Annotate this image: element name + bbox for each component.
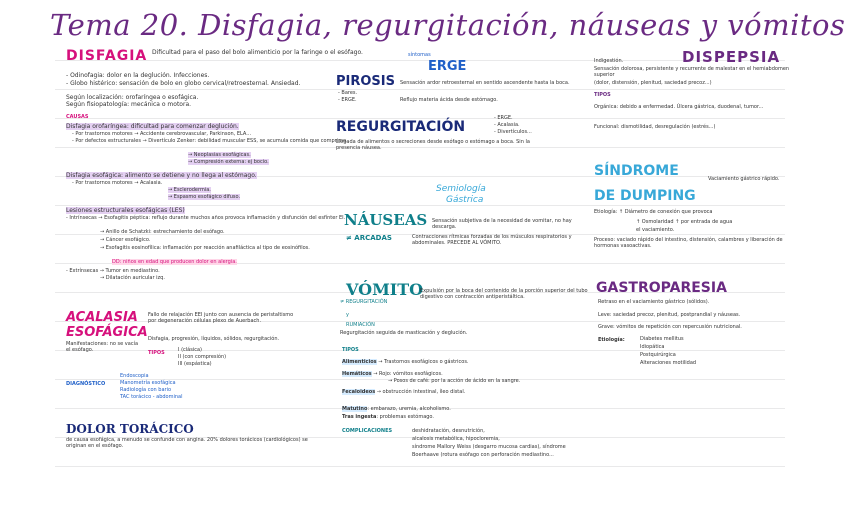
eso-motores: - Por trastornos motores → Acalasia. [72,180,163,186]
dumping-etiologia-2: ↑ Osmolaridad ↑ por entrada de agua [636,219,733,225]
disfagia-heading: DISFAGIA [66,48,148,64]
les-extrinsecas: - Extrínsecas → Tumor en mediastino. [66,268,160,274]
acalasia-definition: Fallo de relajación EEI junto con ausencia de peristaltismo por degeneración células plexo de Auerbach. [148,312,294,324]
acalasia-tipos-label: TIPOS [148,350,165,356]
gastroparesia-etio-3: Postquirúrgica [640,352,676,358]
dispepsia-def-1: Indigestión. [594,58,624,64]
diag-tac: TAC torácico - abdominal [120,394,183,400]
gastroparesia-leve: Leve: saciedad precoz, plenitud, postprandial y náuseas. [598,312,741,318]
tipo-fecaloideos-value: → obstrucción intestinal, íleo distal. [376,389,466,395]
erge-heading: ERGE [428,59,467,74]
pirosis-heading: PIROSIS [336,74,395,89]
dumping-proceso: Proceso: vaciado rápido del intestino, distensión, calambres y liberación de hormonas vasoactivas. [594,237,783,249]
vomito-heading: VÓMITO [346,280,424,299]
les-cancer: → Cáncer esofágico. [100,237,151,243]
les-eosinofilica: → Esofagitis eosinofílica: inflamación por reacción anafiláctica al tipo de eosinófilos. [100,245,310,251]
gastroparesia-definition: Retraso en el vaciamiento gástrico (sólidos). [598,299,710,305]
oro-compresion-text: → Compresión externa: ej bocio. [188,159,269,165]
page-title: Tema 20. Disfagia, regurgitación, náuseas y vómitos [50,8,846,42]
gastrica-label: Gástrica [446,195,484,205]
tipo-matutino [342,406,451,412]
tipo-fecaloideos [342,389,465,395]
regurgitacion-definition: Llegada de alimentos o secreciones desde esófago o estómago a boca. Sin la presencia náusea. [336,139,530,151]
diag-manometria: Manometría esofágica [120,380,176,386]
oro-compresion [188,159,269,165]
ruled-line [55,89,785,90]
dispepsia-def-2: Sensación dolorosa, persistente y recurrente de malestar en el hemiabdomen superior [594,66,790,78]
disfagia-definition: Dificultad para el paso del bolo alimenticio por la faringe o el esófago. [152,49,363,56]
fisiopatologia-note: Según fisiopatología: mecánica o motora. [66,101,192,108]
tipo-alimenticios [342,359,469,365]
ruled-line [55,60,785,61]
les-intrinsecas: - Intrínsecas → Esofagitis péptica: reflujo durante muchos años provoca inflamación y disfunción del esfínter EI. [66,215,346,221]
dispepsia-heading: DISPEPSIA [682,48,781,66]
gastroparesia-etiologia: Etiología: [598,337,625,343]
gastroparesia-etio-4: Alteraciones motilidad [640,360,697,366]
tipo-hematicos-cafe: → Posos de café: por la acción de ácido en la sangre. [388,378,521,384]
acalasia-tipo-1: I (clásica) [178,347,202,353]
tipo-tras-ingesta [342,414,434,420]
ruled-line [55,205,785,206]
semiologia-label: Semiología [436,184,486,194]
tipo-tras-ingesta-value: : problemas estómago. [376,414,434,420]
sintomas-label: síntomas [408,52,431,58]
regurgitacion-causa-2: - Acalasia. [494,122,520,128]
les-dd-note [112,259,237,265]
diag-radiologia: Radiología con bario [120,387,172,393]
localizacion-note: Según localización: orofaríngea o esofágica. [66,94,199,101]
vomito-definition: Expulsión por la boca del contenido de la porción superior del tubo digestivo con contracción antiperistáltica. [420,288,588,300]
tipo-hematicos-key: Hemáticos [342,371,372,377]
tipo-hematicos [342,371,443,377]
dolor-toracico-heading: DOLOR TORÁCICO [66,422,194,436]
dispepsia-tipos-label: TIPOS [594,92,611,98]
complicacion-3: síndrome Mallory Weiss (desgarro mucosa cardias), síndrome [412,444,566,450]
dumping-etiologia-3: el vaciamiento. [636,227,675,233]
diagnostico-label: DIAGNÓSTICO [66,381,106,387]
oro-neoplasias [188,152,251,158]
odinofagia-note: - Odinofagia: dolor en la deglución. Infecciones. [66,72,210,79]
ruled-line [55,466,785,467]
les-schatzki: → Anillo de Schatzki: estrechamiento del esófago. [100,229,225,235]
vomito-distinct-2: y [346,312,349,318]
oro-estructurales: - Por defectos estructurales → Divertículo Zenker: debilidad muscular ESS, se acumula comida que comprime. [72,138,348,144]
acalasia-sintomas: Disfagia, progresión, líquidos, sólidos, regurgitación. [148,336,280,342]
diag-endoscopia: Endoscopia [120,373,149,379]
disfagia-esofagica [66,172,257,179]
acalasia-tipo-3: III (espástica) [178,361,212,367]
les-heading [66,207,185,214]
acalasia-tipo-2: II (con compresión) [178,354,227,360]
complicacion-4: Boerhaave (rotura esófago con perforación mediastino... [412,452,554,458]
complicacion-2: alcalosis metabólica, hipocloremia, [412,436,500,442]
vomito-tipos-label: TIPOS [342,347,359,353]
dumping-definition: Vaciamiento gástrico rápido. [708,176,780,182]
dumping-heading-2: DE DUMPING [594,188,696,204]
arcadas-definition: Contracciones rítmicas forzadas de los músculos respiratorios y abdominales. PRECEDE AL VÓMITO. [412,234,572,246]
nauseas-heading: NÁUSEAS [344,211,428,229]
disfagia-orofaringea [66,123,239,130]
disfagia-esofagica-text: Disfagia esofágica: alimento se detiene y no llega al estómago. [66,172,257,179]
les-dd-note-text: DD: niños en edad que producen dolor en alergia. [112,259,237,265]
pirosis-causa-2: - ERGE. [338,97,357,103]
tipo-alimenticios-key: Alimenticios [342,359,377,365]
oro-motores: - Por trastornos motores → Accidente cerebrovascular, Parkinson, ELA... [72,131,252,137]
tipo-fecaloideos-key: Fecaloideos [342,389,376,395]
dispepsia-funcional: Funcional: dismotilidad, desregulación (estrés...) [594,124,716,130]
disfagia-orofaringea-text: Disfagia orofaríngea: dificultad para comenzar deglución. [66,123,239,130]
eso-espasmo [168,194,240,200]
globo-histerico-note: - Globo histérico: sensación de bolo en globo cervical/retroesternal. Ansiedad. [66,80,301,87]
regurgitacion-causa-1: - ERGE. [494,115,513,121]
dumping-etiologia: Etiología: ↑ Diámetro de conexión que provoca [594,209,713,215]
eso-esclerodermia-text: → Esclerodermia. [168,187,211,193]
nauseas-definition: Sensación subjetiva de la necesidad de vomitar, no hay descarga. [432,218,572,230]
pirosis-reflujo: Reflujo materia ácida desde estómago. [400,97,498,103]
rumiacion-label: RUMIACIÓN [346,322,375,328]
oro-neoplasias-text: → Neoplasias esofágicas. [188,152,251,158]
gastroparesia-etio-1: Diabetes mellitus [640,336,684,342]
dispepsia-def-3: (dolor, distensión, plenitud, saciedad precoz...) [594,80,712,86]
eso-esclerodermia [168,187,211,193]
acalasia-manifestaciones: Manifestaciones: no se vacía el esófago. [66,341,139,353]
arcadas-label: ≠ ARCADAS [346,234,392,242]
pirosis-causa-1: - Bares. [338,90,358,96]
les-heading-text: Lesiones estructurales esofágicas (LES) [66,207,185,214]
gastroparesia-heading: GASTROPARESIA [596,280,727,296]
gastroparesia-etio-2: Idiopática [640,344,665,350]
dumping-heading-1: SÍNDROME [594,163,679,179]
esofagica-heading: ESOFÁGICA [66,325,148,340]
gastroparesia-grave: Grave: vómitos de repetición con repercusión nutricional. [598,324,742,330]
tipo-hematicos-value: → Rojo: vómitos esofágicos. [373,371,443,377]
rumiacion-definition: Regurgitación seguida de masticación y deglución. [340,330,468,336]
tipo-alimenticios-value: → Trastornos esofágicos o gástricos. [378,359,469,365]
regurgitacion-heading: REGURGITACIÓN [336,119,466,135]
complicacion-1: deshidratación, desnutrición, [412,428,485,434]
les-auricular: → Dilatación auricular izq. [100,275,165,281]
eso-espasmo-text: → Espasmo esofágico difuso. [168,194,241,200]
tipo-tras-ingesta-key: Tras ingesta [342,414,377,420]
vomito-distinct-1: ≠ REGURGITACIÓN [340,299,388,305]
tipo-matutino-key: Matutino [342,406,368,412]
dolor-toracico-definition: de causa esofágica, a menudo se confunde con angina. 20% dolores torácicos (cardiológicos) se originan en el esófago. [66,437,308,449]
pirosis-definition: Sensación ardor retroesternal en sentido ascendente hasta la boca. [400,80,570,86]
complicaciones-label: COMPLICACIONES [342,428,393,434]
tipo-matutino-value: : embarazo, uremia, alcoholismo. [367,406,451,412]
acalasia-heading: ACALASIA [66,310,138,325]
regurgitacion-causa-3: - Divertículos... [494,129,532,135]
causas-label: CAUSAS [66,114,89,120]
dispepsia-organica: Orgánica: debido a enfermedad. Úlcera gástrica, duodenal, tumor... [594,104,764,110]
